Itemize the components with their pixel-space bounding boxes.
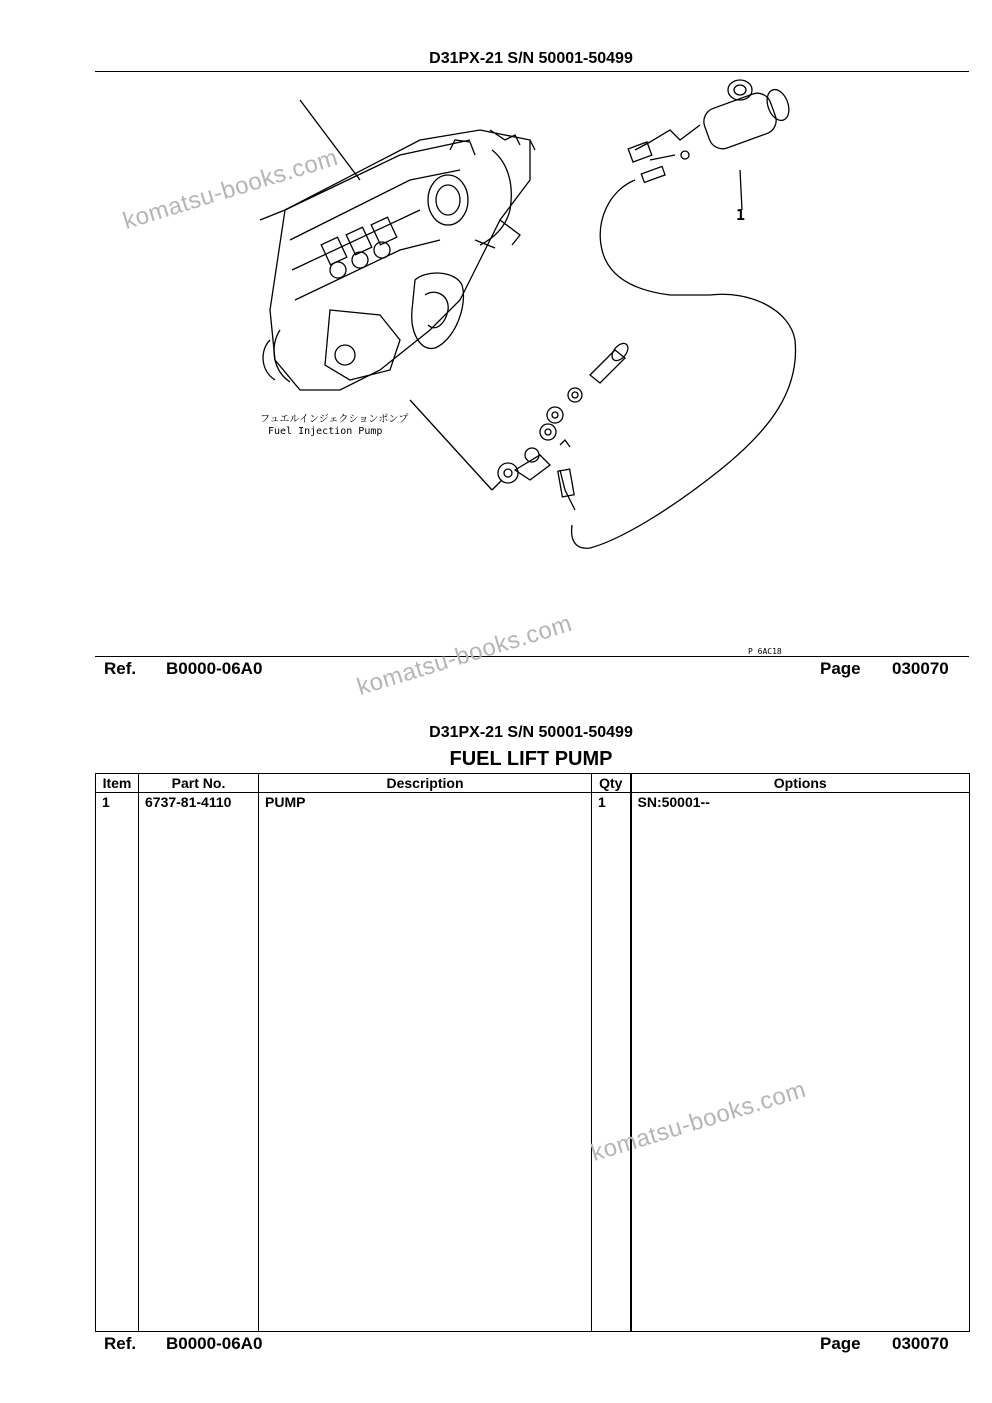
top-ref-label: Ref. [104,659,137,678]
fuel-lift-pump-drawing [410,80,796,548]
watermark-bottom: komatsu-books.com [587,1075,810,1168]
engine-block-drawing [260,100,535,390]
top-header: D31PX-21 S/N 50001-50499 [429,50,633,67]
top-footer-rule [95,656,969,657]
col-header-part-no: Part No. [139,774,259,793]
figure-callout-number: 1 [736,206,746,224]
watermark-top: komatsu-books.com [119,143,342,236]
top-ref-value: B0000-06A0 [166,659,263,678]
fuel-injection-pump-caption-jp: フュエルインジェクションポンプ [260,414,409,425]
bottom-header: D31PX-21 S/N 50001-50499 [429,724,633,741]
parts-table-header [96,774,970,793]
col-header-qty: Qty [592,774,631,793]
bottom-page-value: 030070 [892,1334,949,1353]
fuel-injection-pump-caption-en: Fuel Injection Pump [268,426,383,437]
parts-list-title: FUEL LIFT PUMP [449,748,613,770]
cell-options: SN:50001-- [631,793,970,812]
table-filler-row [96,811,970,1332]
watermark-middle: komatsu-books.com [353,609,576,702]
figure-code: P 6AC18 [748,647,782,656]
top-page-value: 030070 [892,659,949,678]
cell-part-no: 6737-81-4110 [139,793,259,812]
col-header-description: Description [259,774,592,793]
bottom-page-label: Page [820,1334,861,1353]
cell-qty: 1 [592,793,631,812]
top-page-label: Page [820,659,861,678]
parts-table [95,773,970,1332]
table-row [96,793,970,812]
bottom-ref-label: Ref. [104,1334,137,1353]
col-header-options: Options [631,774,970,793]
bottom-ref-value: B0000-06A0 [166,1334,263,1353]
cell-item: 1 [96,793,139,812]
col-header-item: Item [96,774,139,793]
cell-description: PUMP [259,793,592,812]
